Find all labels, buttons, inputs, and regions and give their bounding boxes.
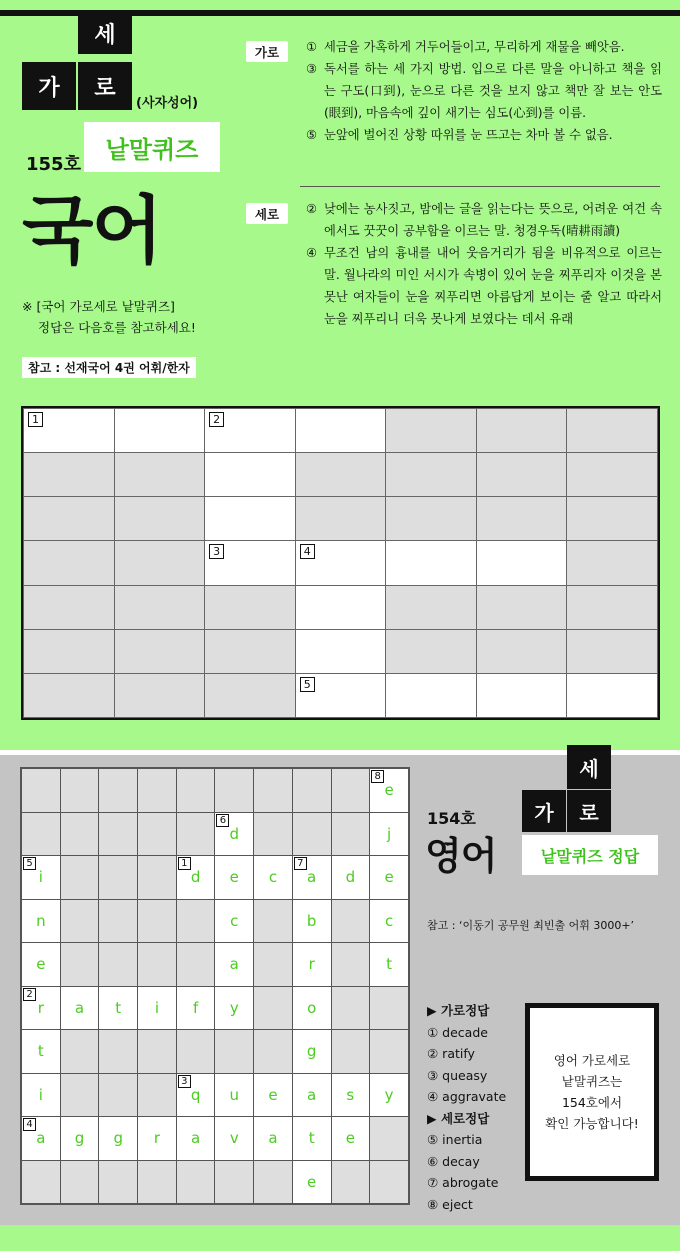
blocked-cell <box>99 943 138 987</box>
blocked-cell <box>567 629 658 673</box>
blocked-cell <box>176 1030 215 1074</box>
blocked-cell <box>331 769 370 813</box>
blocked-cell <box>331 1030 370 1074</box>
answer-cell <box>331 1117 370 1161</box>
blocked-cell <box>215 1030 254 1074</box>
answer-letter: a <box>307 1085 317 1104</box>
blocked-cell <box>176 812 215 856</box>
answer-letter: a <box>74 998 85 1017</box>
cell-number: 3 <box>178 1075 191 1088</box>
blocked-cell <box>567 541 658 585</box>
footer-band <box>0 1225 680 1251</box>
blocked-cell <box>370 1160 409 1204</box>
answer-cell <box>292 1160 331 1204</box>
answer-letter: t <box>37 1042 44 1061</box>
down-answer: ⑧ eject <box>427 1196 473 1212</box>
blocked-cell <box>205 629 296 673</box>
clue-number: ④ <box>306 246 318 260</box>
grid-cell[interactable] <box>476 673 567 717</box>
answer-letter: j <box>387 824 392 843</box>
info-line: 154호에서 <box>561 1095 623 1110</box>
subject-title-154: 영어 <box>425 834 497 878</box>
answer-cell <box>370 812 409 856</box>
cell-number: 3 <box>209 544 224 559</box>
blocked-cell <box>60 1030 99 1074</box>
grid-cell[interactable] <box>295 673 386 717</box>
answer-letter: y <box>384 1085 394 1104</box>
answer-cell <box>292 1117 331 1161</box>
answer-cell <box>331 856 370 900</box>
grid-cell[interactable] <box>205 541 296 585</box>
answer-letter: t <box>308 1129 315 1148</box>
blocked-cell <box>386 409 477 453</box>
clue-number: ⑤ <box>306 128 318 142</box>
blocked-cell <box>254 1030 293 1074</box>
across-clue-1 <box>306 36 662 58</box>
answer-letter: e <box>268 1085 278 1104</box>
note <box>22 296 196 338</box>
subject-title: 국어 <box>22 188 161 274</box>
answer-letter: c <box>268 868 278 887</box>
clue-text: 눈앞에 벌어진 상황 따위를 눈 뜨고는 차마 볼 수 없음. <box>324 128 613 142</box>
quiz-badge: 낱말퀴즈 <box>84 122 220 172</box>
blocked-cell <box>138 1073 177 1117</box>
answer-cell <box>215 986 254 1030</box>
blocked-cell <box>567 409 658 453</box>
across-clue-5 <box>306 124 662 146</box>
answer-badge: 낱말퀴즈 정답 <box>522 835 658 875</box>
answer-letter: e <box>345 1129 355 1148</box>
answer-letter: e <box>307 1172 317 1191</box>
grid-cell[interactable] <box>295 541 386 585</box>
answer-letter: d <box>345 868 356 887</box>
blocked-cell <box>476 409 567 453</box>
blocked-cell <box>476 629 567 673</box>
answer-letter: e <box>36 955 46 974</box>
info-line: 확인 가능합니다! <box>545 1116 639 1131</box>
blocked-cell <box>567 585 658 629</box>
blocked-cell <box>476 453 567 497</box>
blocked-cell <box>476 585 567 629</box>
blocked-cell <box>114 585 205 629</box>
blocked-cell <box>60 812 99 856</box>
grid-cell[interactable] <box>114 409 205 453</box>
answer-cell <box>138 986 177 1030</box>
blocked-cell <box>254 1160 293 1204</box>
answer-cell <box>22 856 61 900</box>
answer-cell <box>176 1117 215 1161</box>
info-line: 낱말퀴즈는 <box>561 1074 623 1089</box>
blocked-cell <box>99 856 138 900</box>
answer-letter: o <box>307 998 317 1017</box>
clue-divider <box>300 186 660 187</box>
title-block-ga-154: 가 <box>522 790 566 832</box>
cell-number: 8 <box>371 770 384 783</box>
answer-cell <box>138 1117 177 1161</box>
answer-letter: i <box>38 1085 43 1104</box>
across-answer: ④ aggravate <box>427 1089 507 1104</box>
grid-cell[interactable] <box>567 673 658 717</box>
answer-letter: u <box>229 1085 240 1104</box>
title-block-ro: 로 <box>78 62 132 110</box>
across-label: 가로 <box>246 41 288 62</box>
answer-letter: b <box>306 911 317 930</box>
answer-letter: v <box>229 1129 239 1148</box>
grid-cell[interactable] <box>386 673 477 717</box>
crossword-grid-155 <box>21 406 660 720</box>
cell-number: 5 <box>23 857 36 870</box>
across-answers-header: ▶ 가로정답 <box>427 1003 490 1018</box>
answer-cell <box>370 856 409 900</box>
blocked-cell <box>331 1160 370 1204</box>
answer-cell <box>370 769 409 813</box>
blocked-cell <box>22 812 61 856</box>
subtitle: (사자성어) <box>136 96 199 111</box>
blocked-cell <box>60 899 99 943</box>
answer-letter: g <box>113 1129 123 1148</box>
answer-cell <box>60 986 99 1030</box>
down-clue-4 <box>306 242 662 330</box>
clue-number: ① <box>306 40 318 54</box>
answer-cell <box>370 1073 409 1117</box>
blocked-cell <box>24 629 115 673</box>
across-answer: ① decade <box>427 1024 488 1040</box>
blocked-cell <box>138 812 177 856</box>
cell-number: 6 <box>216 814 229 827</box>
answer-cell <box>292 899 331 943</box>
blocked-cell <box>114 673 205 717</box>
grid-cell[interactable] <box>205 409 296 453</box>
reference-154: 참고 : ‘이동기 공무원 최빈출 어휘 3000+’ <box>427 919 635 932</box>
answer-letter: r <box>308 955 315 974</box>
blocked-cell <box>386 453 477 497</box>
blocked-cell <box>99 1030 138 1074</box>
answer-letter: e <box>384 868 394 887</box>
blocked-cell <box>138 899 177 943</box>
blocked-cell <box>99 812 138 856</box>
answer-cell <box>215 899 254 943</box>
grid-cell[interactable] <box>24 409 115 453</box>
answer-cell <box>292 1073 331 1117</box>
answer-cell <box>215 1117 254 1161</box>
answer-letter: t <box>115 998 122 1017</box>
grid-cell[interactable] <box>295 585 386 629</box>
answer-letter: a <box>190 1129 201 1148</box>
blocked-cell <box>370 1030 409 1074</box>
note-line-2: 정답은 다음호를 참고하세요! <box>38 320 196 335</box>
title-block-se: 세 <box>78 12 132 54</box>
answer-letter: t <box>386 955 393 974</box>
blocked-cell <box>331 943 370 987</box>
answer-cell <box>176 856 215 900</box>
blocked-cell <box>24 673 115 717</box>
grid-cell[interactable] <box>205 497 296 541</box>
answer-letter: y <box>229 998 239 1017</box>
grid-cell[interactable] <box>295 409 386 453</box>
blocked-cell <box>254 899 293 943</box>
blocked-cell <box>60 1160 99 1204</box>
blocked-cell <box>370 1117 409 1161</box>
blocked-cell <box>292 812 331 856</box>
grid-cell[interactable] <box>295 629 386 673</box>
blocked-cell <box>60 769 99 813</box>
blocked-cell <box>24 585 115 629</box>
answer-cell <box>176 1073 215 1117</box>
blocked-cell <box>138 1030 177 1074</box>
clue-text: 독서를 하는 세 가지 방법. 입으로 다른 말을 아니하고 책을 읽는 구도(口到), 눈으로 다른 것을 보지 않고 책만 잘 보는 안도(眼到), 마음속에 깊이 새기는 심도(心到)를 이름. <box>324 62 662 120</box>
blocked-cell <box>331 899 370 943</box>
cell-number: 7 <box>294 857 307 870</box>
info-box <box>525 1003 659 1181</box>
answer-letter: s <box>346 1085 355 1104</box>
answer-cell <box>254 1073 293 1117</box>
answer-cell <box>215 856 254 900</box>
title-block-se-154: 세 <box>567 745 611 789</box>
blocked-cell <box>114 497 205 541</box>
answer-cell <box>22 986 61 1030</box>
answer-letter: d <box>190 868 201 887</box>
answer-cell <box>60 1117 99 1161</box>
answer-letter: c <box>384 911 394 930</box>
answer-letter: r <box>153 1129 160 1148</box>
blocked-cell <box>114 629 205 673</box>
answer-cell <box>254 1117 293 1161</box>
answer-cell <box>331 1073 370 1117</box>
answer-letter: f <box>192 998 199 1017</box>
clue-text: 세금을 가혹하게 거두어들이고, 무리하게 재물을 빼앗음. <box>324 40 625 54</box>
blocked-cell <box>215 1160 254 1204</box>
answer-letter: g <box>74 1129 85 1148</box>
cell-number: 1 <box>28 412 43 427</box>
blocked-cell <box>60 1073 99 1117</box>
answer-cell <box>215 812 254 856</box>
blocked-cell <box>205 585 296 629</box>
answer-cell <box>370 899 409 943</box>
blocked-cell <box>215 769 254 813</box>
blocked-cell <box>292 769 331 813</box>
down-answer: ⑤ inertia <box>427 1132 483 1147</box>
blocked-cell <box>386 497 477 541</box>
blocked-cell <box>138 856 177 900</box>
answer-letter: e <box>384 781 394 800</box>
answer-cell <box>215 943 254 987</box>
blocked-cell <box>254 943 293 987</box>
cell-number: 2 <box>23 988 36 1001</box>
blocked-cell <box>99 1073 138 1117</box>
cell-number: 1 <box>178 857 191 870</box>
answer-cell <box>215 1073 254 1117</box>
crossword-grid-154 <box>20 767 410 1205</box>
answer-cell <box>22 1117 61 1161</box>
answer-letter: g <box>306 1042 317 1061</box>
blocked-cell <box>138 943 177 987</box>
down-clue-2 <box>306 198 662 242</box>
blocked-cell <box>176 899 215 943</box>
answer-letter: n <box>36 911 46 930</box>
blocked-cell <box>99 899 138 943</box>
blocked-cell <box>386 585 477 629</box>
answer-cell <box>22 1073 61 1117</box>
answer-cell <box>292 986 331 1030</box>
answer-cell <box>254 856 293 900</box>
blocked-cell <box>60 943 99 987</box>
answer-cell <box>292 856 331 900</box>
blocked-cell <box>331 812 370 856</box>
answer-letter: a <box>229 955 239 974</box>
blocked-cell <box>386 629 477 673</box>
down-answer: ⑥ decay <box>427 1153 480 1169</box>
blocked-cell <box>567 497 658 541</box>
grid-cell[interactable] <box>476 541 567 585</box>
cell-number: 4 <box>23 1118 36 1131</box>
answer-letter: a <box>36 1129 46 1148</box>
blocked-cell <box>176 943 215 987</box>
blocked-cell <box>99 769 138 813</box>
down-answers-header: ▶ 세로정답 <box>427 1110 490 1126</box>
answer-cell <box>22 899 61 943</box>
down-answer: ⑦ abrogate <box>427 1175 499 1190</box>
answer-cell <box>99 1117 138 1161</box>
title-block-ro-154: 로 <box>567 790 611 832</box>
issue-number: 155호 <box>26 154 81 175</box>
clue-number: ③ <box>306 62 318 76</box>
answer-letter: a <box>307 868 317 887</box>
blocked-cell <box>331 986 370 1030</box>
info-line: 영어 가로세로 <box>553 1053 631 1068</box>
blocked-cell <box>205 673 296 717</box>
blocked-cell <box>24 497 115 541</box>
blocked-cell <box>22 769 61 813</box>
answer-cell <box>99 986 138 1030</box>
clue-number: ② <box>306 202 318 216</box>
issue-number-154: 154호 <box>427 809 476 828</box>
grid-cell[interactable] <box>386 541 477 585</box>
answer-letter: d <box>229 824 240 843</box>
answer-list <box>427 1000 506 1215</box>
answer-letter: i <box>38 868 43 887</box>
down-label: 세로 <box>246 203 288 224</box>
blocked-cell <box>24 541 115 585</box>
blocked-cell <box>295 497 386 541</box>
cell-number: 4 <box>300 544 315 559</box>
across-answer: ② ratify <box>427 1046 475 1061</box>
across-clue-3 <box>306 58 662 124</box>
answer-cell <box>22 1030 61 1074</box>
reference-label: 참고 : 선재국어 4권 어휘/한자 <box>22 357 196 378</box>
blocked-cell <box>114 453 205 497</box>
across-answer: ③ queasy <box>427 1067 488 1083</box>
answer-cell <box>370 943 409 987</box>
blocked-cell <box>254 986 293 1030</box>
answer-letter: e <box>229 868 239 887</box>
blocked-cell <box>176 1160 215 1204</box>
blocked-cell <box>24 453 115 497</box>
blocked-cell <box>22 1160 61 1204</box>
answer-cell <box>22 943 61 987</box>
answer-cell <box>292 1030 331 1074</box>
blocked-cell <box>254 812 293 856</box>
answer-letter: a <box>268 1129 278 1148</box>
blocked-cell <box>254 769 293 813</box>
down-clues <box>306 198 662 330</box>
blocked-cell <box>99 1160 138 1204</box>
answer-letter: i <box>154 998 159 1017</box>
answer-cell <box>176 986 215 1030</box>
clue-text: 낮에는 농사짓고, 밤에는 글을 읽는다는 뜻으로, 어려운 여건 속에서도 꿋꿋이 공부함을 이르는 말. 청경우독(晴耕雨讀) <box>324 202 662 238</box>
blocked-cell <box>138 769 177 813</box>
answer-cell <box>292 943 331 987</box>
answer-letter: q <box>190 1085 201 1104</box>
answer-letter: r <box>37 998 44 1017</box>
blocked-cell <box>370 986 409 1030</box>
note-line-1: ※ [국어 가로세로 낱말퀴즈] <box>22 299 175 314</box>
cell-number: 5 <box>300 677 315 692</box>
blocked-cell <box>567 453 658 497</box>
blocked-cell <box>176 769 215 813</box>
cell-number: 2 <box>209 412 224 427</box>
blocked-cell <box>476 497 567 541</box>
blocked-cell <box>138 1160 177 1204</box>
blocked-cell <box>60 856 99 900</box>
answer-letter: c <box>230 911 239 930</box>
blocked-cell <box>114 541 205 585</box>
clue-text: 무조건 남의 흉내를 내어 웃음거리가 됨을 비유적으로 이르는 말. 월나라의 미인 서시가 속병이 있어 눈을 찌푸리자 이것을 본 못난 여자들이 눈을 찌푸리면 아름답게 보이는 줄 알고 따라서 눈을 찌푸리니 더욱 못나게 보였다는 데서 유래 <box>324 246 662 326</box>
across-clues <box>306 36 662 146</box>
grid-cell[interactable] <box>205 453 296 497</box>
title-block-ga: 가 <box>22 62 76 110</box>
blocked-cell <box>295 453 386 497</box>
